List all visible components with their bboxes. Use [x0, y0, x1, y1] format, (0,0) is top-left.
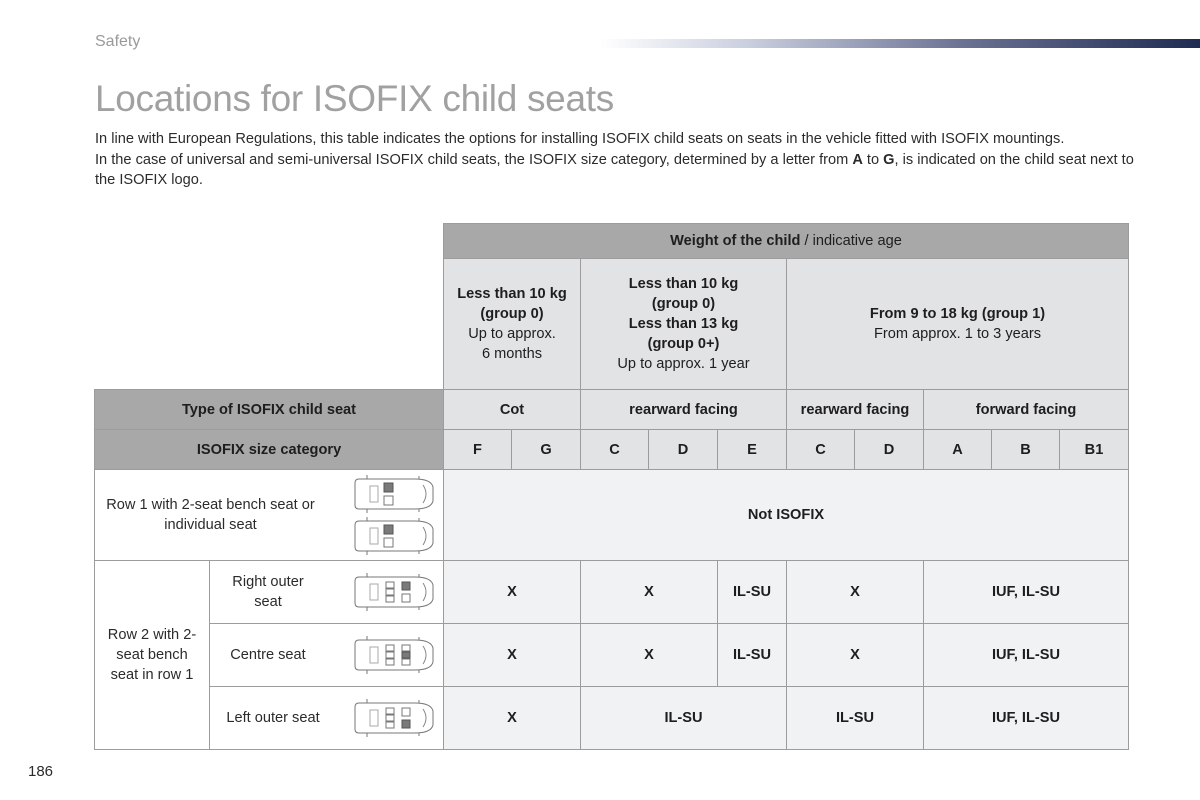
page-number: 186 — [28, 763, 54, 780]
intro-text — [95, 129, 1145, 191]
row2-right-rear0: X — [581, 561, 718, 624]
group-0plus-line: (group 0) — [651, 296, 716, 312]
row1-label-cell — [95, 470, 444, 561]
size-cell: A — [924, 430, 992, 470]
row2-centre-label-cell — [210, 624, 444, 687]
row1-label: Row 1 with 2-seat bench seat or individual seat — [106, 497, 315, 533]
section-label: Safety — [95, 33, 141, 50]
group-0plus-header — [581, 259, 787, 390]
row2-left-label: Left outer seat — [226, 710, 320, 726]
size-cell: D — [649, 430, 718, 470]
size-cell: C — [787, 430, 855, 470]
group-0plus-line: Up to approx. 1 year — [617, 356, 750, 372]
car-rear-centre-seat-icon — [353, 636, 435, 674]
group-0-line: Less than 10 kg — [457, 286, 567, 302]
weight-header: Weight of the child / indicative age — [444, 224, 1129, 259]
group-0-line: 6 months — [481, 346, 543, 362]
car-rear-right-seat-icon — [353, 573, 435, 611]
row2-left-cot: X — [444, 687, 581, 750]
row2-right-label-cell — [210, 561, 444, 624]
car-front-seat-left-icon — [353, 475, 435, 513]
size-cell: C — [581, 430, 649, 470]
row2-left-label-cell — [210, 687, 444, 750]
size-label: ISOFIX size category — [95, 430, 444, 470]
size-cell: B — [992, 430, 1060, 470]
header-gradient-bar — [600, 39, 1200, 48]
type-label: Type of ISOFIX child seat — [95, 390, 444, 430]
size-row — [95, 430, 1129, 470]
row2-right-cot: X — [444, 561, 581, 624]
group-1-line: From approx. 1 to 3 years — [873, 326, 1042, 342]
row2-left — [95, 687, 1129, 750]
row2-centre-rear1: X — [787, 624, 924, 687]
group-0-line: Up to approx. — [468, 326, 556, 342]
row1-value: Not ISOFIX — [444, 470, 1129, 561]
row2-right-rear1: X — [787, 561, 924, 624]
row2-label: Row 2 with 2-seat bench seat in row 1 — [95, 561, 210, 750]
row2-right-rear0plus: IL-SU — [718, 561, 787, 624]
row2-centre-cot: X — [444, 624, 581, 687]
group-0plus-line: Less than 13 kg — [628, 316, 739, 332]
car-rear-left-seat-icon — [353, 699, 435, 737]
type-row — [95, 390, 1129, 430]
row2-left-rear0: IL-SU — [581, 687, 787, 750]
size-cell: G — [512, 430, 581, 470]
group-0plus-line: Less than 10 kg — [628, 276, 739, 292]
type-forward: forward facing — [924, 390, 1129, 430]
type-rearward-1: rearward facing — [787, 390, 924, 430]
group-1-header — [787, 259, 1129, 390]
row2-right — [95, 561, 1129, 624]
size-cell: F — [444, 430, 512, 470]
isofix-table — [94, 223, 1129, 750]
size-cell: B1 — [1060, 430, 1129, 470]
group-0-header — [444, 259, 581, 390]
weight-header-row — [95, 224, 1129, 259]
row2-centre-fwd: IUF, IL-SU — [924, 624, 1129, 687]
row2-centre-label: Centre seat — [230, 647, 306, 663]
row2-right-label: Right outer seat — [232, 574, 304, 610]
row2-right-fwd: IUF, IL-SU — [924, 561, 1129, 624]
row2-centre — [95, 624, 1129, 687]
group-0plus-line: (group 0+) — [647, 336, 720, 352]
row2-left-fwd: IUF, IL-SU — [924, 687, 1129, 750]
row1 — [95, 470, 1129, 561]
size-cell: E — [718, 430, 787, 470]
row2-centre-rear0: X — [581, 624, 718, 687]
size-cell: D — [855, 430, 924, 470]
group-1-line: From 9 to 18 kg (group 1) — [869, 306, 1046, 322]
page-title: Locations for ISOFIX child seats — [95, 78, 614, 119]
intro-line-2: In the case of universal and semi-universal ISOFIX child seats, the ISOFIX size category, determined by a letter from A to G, is indicated on the child seat next to the ISOFIX logo. — [95, 151, 1134, 188]
type-cot: Cot — [444, 390, 581, 430]
group-0-line: (group 0) — [480, 306, 544, 322]
type-rearward-0plus: rearward facing — [581, 390, 787, 430]
car-front-seat-right-icon — [353, 517, 435, 555]
intro-line-1: In line with European Regulations, this table indicates the options for installing ISOFIX child seats on seats in the vehicle fitted with ISOFIX mountings. — [95, 131, 1065, 147]
row2-left-rear1: IL-SU — [787, 687, 924, 750]
row2-centre-rear0plus: IL-SU — [718, 624, 787, 687]
